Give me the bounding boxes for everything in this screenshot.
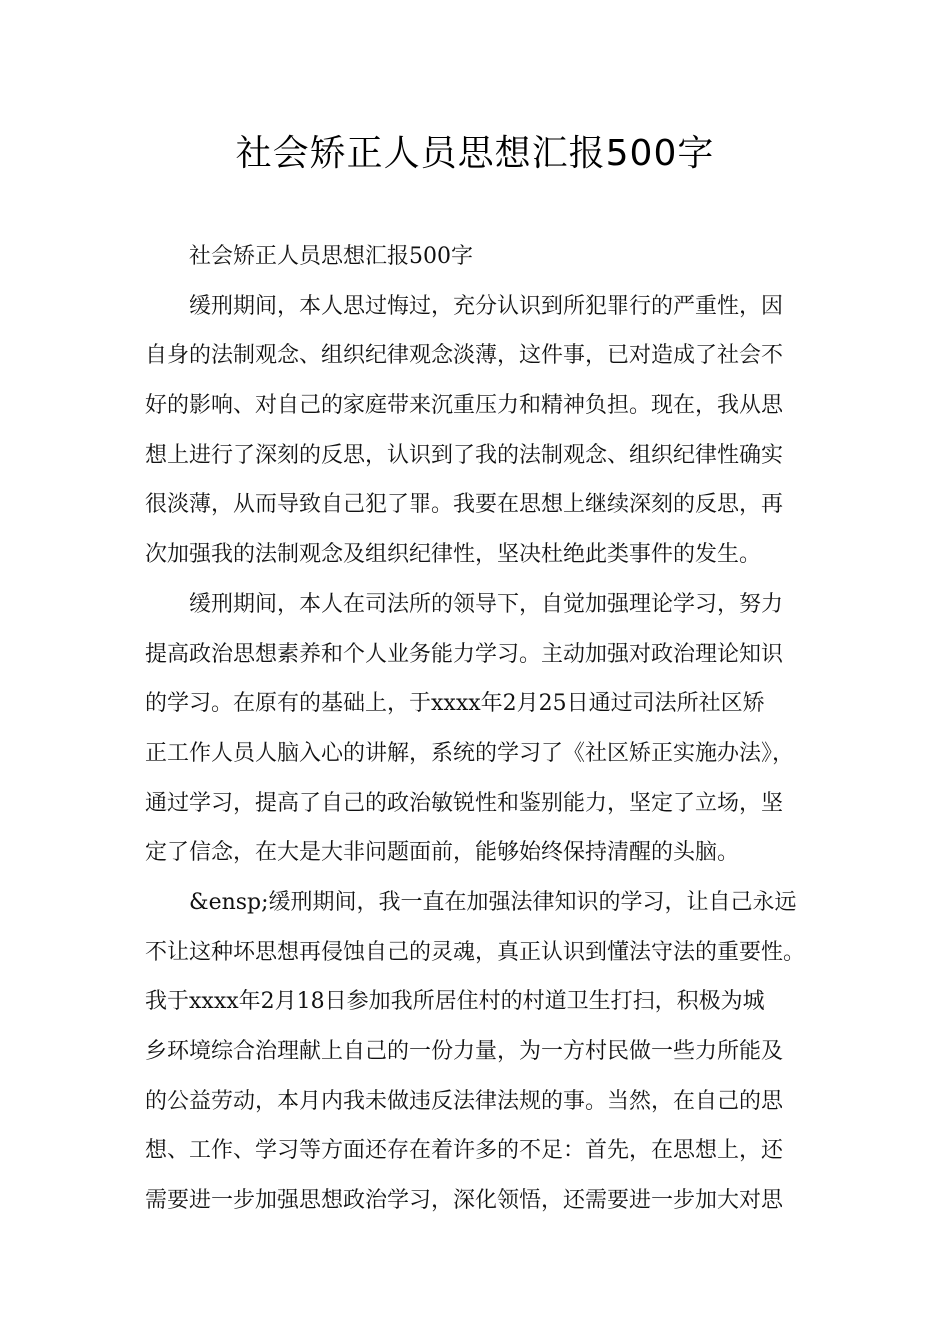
document-title: 社会矫正人员思想汇报500字 [235, 133, 715, 174]
text-line: 正工作人员人脑入心的讲解，系统的学习了《社区矫正实施办法》， [145, 740, 795, 766]
text-line: 好的影响、对自己的家庭带来沉重压力和精神负担。现在，我从思 [145, 393, 784, 419]
text-line: 自身的法制观念、组织纪律观念淡薄，这件事，已对造成了社会不 [145, 343, 784, 369]
text-line: 次加强我的法制观念及组织纪律性，坚决杜绝此类事件的发生。 [145, 542, 762, 568]
text-line: 乡环境综合治理献上自己的一份力量，为一方村民做一些力所能及 [145, 1039, 784, 1064]
text-line: 需要进一步加强思想政治学习，深化领悟，还需要进一步加大对思 [145, 1188, 784, 1214]
text-line: 我于xxxx年2月18日参加我所居住村的村道卫生打扫，积极为城 [145, 989, 765, 1015]
text-line: 社会矫正人员思想汇报500字 [189, 244, 473, 269]
document-body [145, 232, 805, 1226]
text-line: 想、工作、学习等方面还存在着许多的不足：首先，在思想上，还 [145, 1138, 784, 1164]
text-line: 想上进行了深刻的反思，认识到了我的法制观念、组织纪律性确实 [145, 442, 784, 468]
text-line: 缓刑期间，本人在司法所的领导下，自觉加强理论学习，努力 [189, 591, 784, 617]
text-line: 的学习。在原有的基础上，于xxxx年2月25日通过司法所社区矫 [145, 691, 765, 717]
text-line: 缓刑期间，本人思过悔过，充分认识到所犯罪行的严重性，因 [189, 293, 784, 319]
text-line: 的公益劳动，本月内我未做违反法律法规的事。当然，在自己的思 [145, 1088, 784, 1114]
text-line: 很淡薄，从而导致自己犯了罪。我要在思想上继续深刻的反思，再 [145, 492, 784, 518]
text-line: 定了信念，在大是大非问题面前，能够始终保持清醒的头脑。 [145, 840, 740, 866]
text-line: 通过学习，提高了自己的政治敏锐性和鉴别能力，坚定了立场，坚 [145, 790, 784, 816]
text-line: 提高政治思想素养和个人业务能力学习。主动加强对政治理论知识 [145, 641, 784, 667]
text-line: &ensp;缓刑期间，我一直在加强法律知识的学习，让自己永远 [189, 889, 797, 915]
text-line: 不让这种坏思想再侵蚀自己的灵魂，真正认识到懂法守法的重要性。 [145, 939, 806, 965]
